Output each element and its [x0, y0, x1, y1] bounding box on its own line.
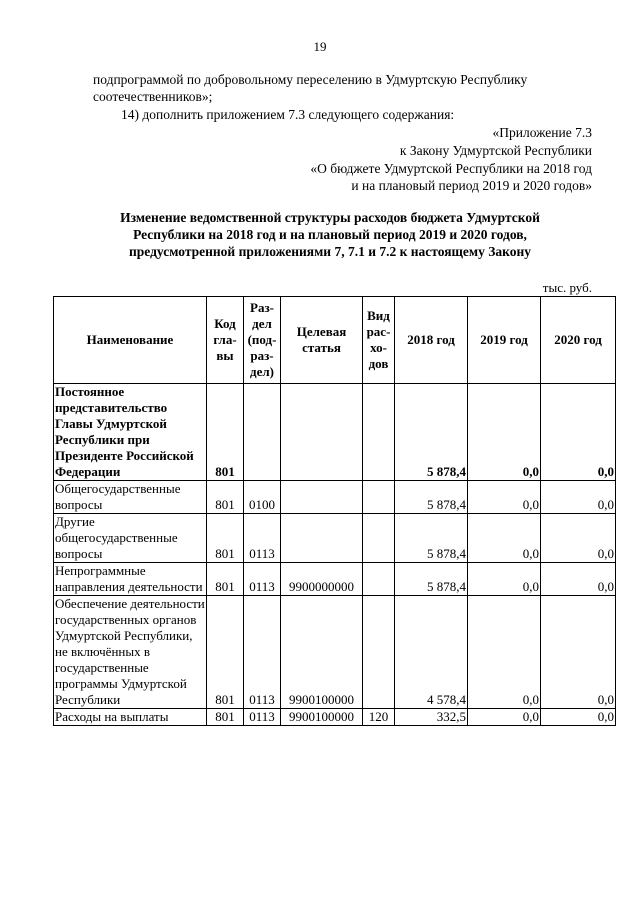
title-line-1: Изменение ведомственной структуры расходов бюджета Удмуртской: [120, 210, 540, 225]
row-2019: 0,0: [468, 563, 541, 596]
title-line-2: Республики на 2018 год и на плановый период 2019 и 2020 годов,: [133, 227, 527, 242]
row-2019: 0,0: [468, 514, 541, 563]
row-2020: 0,0: [541, 514, 616, 563]
page-number: 19: [313, 39, 327, 54]
appendix-line-1: «Приложение 7.3: [492, 125, 592, 140]
row-exp: [363, 563, 395, 596]
row-code: 801: [207, 596, 244, 709]
row-target: 9900100000: [281, 596, 363, 709]
header-2018: 2018 год: [395, 297, 468, 384]
header-target: Целевая статья: [281, 297, 363, 384]
intro-line-1: подпрограммой по добровольному переселению в Удмуртскую Республику: [93, 72, 528, 87]
row-code: 801: [207, 709, 244, 726]
row-section: [244, 384, 281, 481]
row-name: Другие общегосударственные вопросы: [54, 514, 207, 563]
row-target: 9900100000: [281, 709, 363, 726]
units-label: тыс. руб.: [542, 280, 592, 295]
row-name: Постоянное представительство Главы Удмуртской Республики при Президенте Российской Федерации: [54, 384, 207, 481]
table-header-row: [54, 297, 616, 384]
row-exp: [363, 596, 395, 709]
row-2018: 332,5: [395, 709, 468, 726]
row-2018: 5 878,4: [395, 514, 468, 563]
row-code: 801: [207, 384, 244, 481]
table-row: [54, 514, 616, 563]
table-row: [54, 481, 616, 514]
row-name: Обеспечение деятельности государственных органов Удмуртской Республики, не включённых в государственные программы Удмуртской Республики: [55, 596, 205, 707]
header-section: Раз- дел (под- раз- дел): [244, 297, 281, 384]
header-code: Код гла- вы: [207, 297, 244, 384]
row-2018: 5 878,4: [395, 481, 468, 514]
row-2020: 0,0: [541, 563, 616, 596]
row-2018: 5 878,4: [395, 384, 468, 481]
row-2018: 4 578,4: [395, 596, 468, 709]
expenditure-table: [53, 296, 616, 726]
row-2020: 0,0: [541, 596, 616, 709]
appendix-line-3: «О бюджете Удмуртской Республики на 2018 год: [310, 161, 592, 176]
row-target: 9900000000: [281, 563, 363, 596]
header-exp-type: Вид рас- хо- дов: [363, 297, 395, 384]
table-row: [54, 596, 616, 709]
header-2020: 2020 год: [541, 297, 616, 384]
row-name: Общегосударственные вопросы: [54, 481, 207, 514]
row-2020: 0,0: [541, 384, 616, 481]
row-target: [281, 481, 363, 514]
row-2019: 0,0: [468, 709, 541, 726]
row-exp: [363, 481, 395, 514]
row-2018: 5 878,4: [395, 563, 468, 596]
row-target: [281, 384, 363, 481]
row-section: 0113: [244, 514, 281, 563]
table-row: [54, 709, 616, 726]
item-14: 14) дополнить приложением 7.3 следующего содержания:: [121, 107, 455, 122]
appendix-line-4: и на плановый период 2019 и 2020 годов»: [351, 178, 592, 193]
row-exp: [363, 384, 395, 481]
row-2019: 0,0: [468, 384, 541, 481]
table-row: [54, 563, 616, 596]
row-code: 801: [207, 481, 244, 514]
row-section: 0113: [244, 563, 281, 596]
row-section: 0100: [244, 481, 281, 514]
row-code: 801: [207, 514, 244, 563]
row-2020: 0,0: [541, 709, 616, 726]
row-section: 0113: [244, 596, 281, 709]
row-section: 0113: [244, 709, 281, 726]
header-name: Наименование: [54, 297, 207, 384]
header-2019: 2019 год: [468, 297, 541, 384]
row-code: 801: [207, 563, 244, 596]
row-2019: 0,0: [468, 596, 541, 709]
table-row: [54, 384, 616, 481]
row-target: [281, 514, 363, 563]
row-name: Непрограммные направления деятельности: [54, 563, 207, 596]
appendix-line-2: к Закону Удмуртской Республики: [399, 143, 592, 158]
row-exp: [363, 514, 395, 563]
intro-line-2: соотечественников»;: [93, 89, 213, 104]
row-2020: 0,0: [541, 481, 616, 514]
row-name: Расходы на выплаты: [54, 709, 207, 726]
document-title: [80, 209, 580, 260]
row-2019: 0,0: [468, 481, 541, 514]
title-line-3: предусмотренной приложениями 7, 7.1 и 7.2 к настоящему Закону: [128, 244, 531, 259]
row-exp: 120: [363, 709, 395, 726]
